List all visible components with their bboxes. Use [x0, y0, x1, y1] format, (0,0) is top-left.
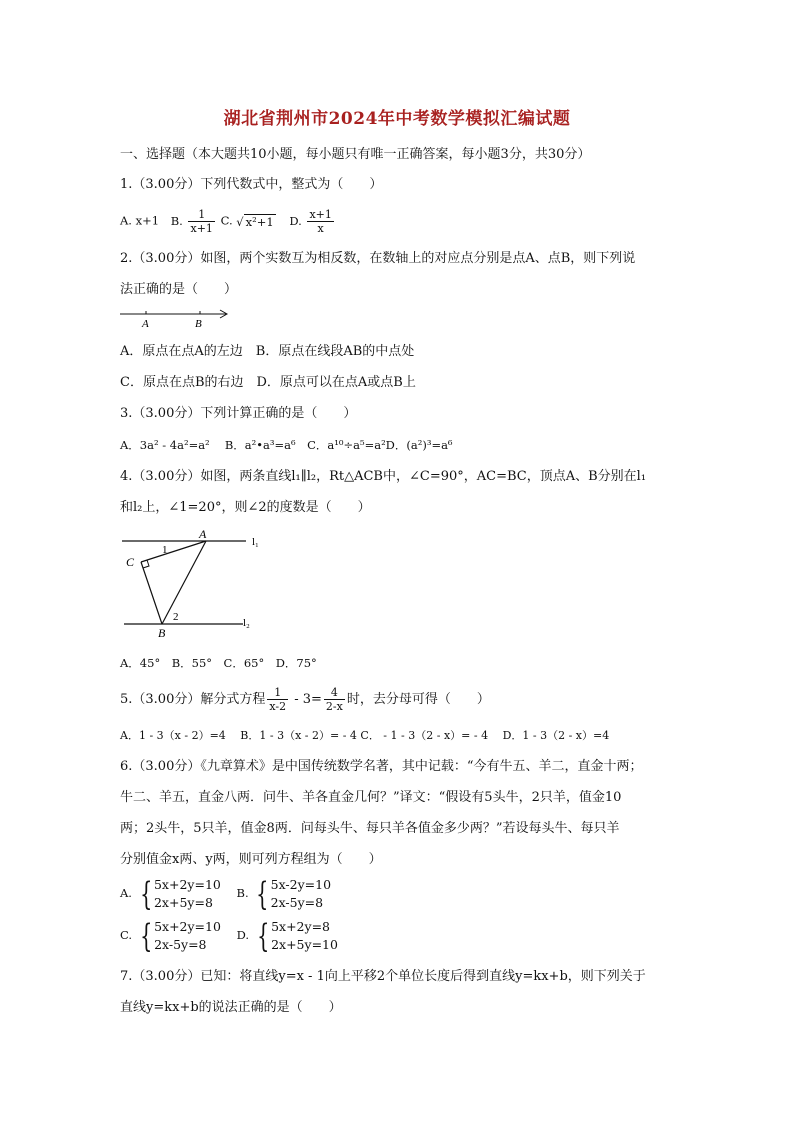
question-2-options-cd: C．原点在点B的右边 D．原点可以在点A或点B上	[120, 375, 416, 390]
question-4-stem-line1: 4.（3.00分）如图，两条直线l₁∥l₂，Rt△ACB中，∠C=90°，AC=BC，顶点A、B分别在l₁	[120, 469, 647, 484]
fraction-1	[267, 686, 288, 713]
brace-icon: {	[256, 875, 269, 913]
question-1-stem: 1.（3.00分）下列代数式中，整式为（ ）	[120, 177, 383, 192]
option-c-label: C.	[220, 213, 233, 228]
angle-1-label: 1	[162, 544, 168, 556]
question-5-stem-mid: - 3=	[290, 692, 322, 707]
fraction-denominator: x	[307, 221, 333, 235]
equation: 5x+2y=10	[153, 877, 221, 892]
equation-system-c	[154, 918, 221, 954]
equation: 5x+2y=10	[154, 919, 221, 934]
equation-system-a	[154, 876, 221, 912]
equation: 2x+5y=10	[271, 937, 338, 952]
fraction-numerator: 1	[274, 686, 282, 699]
question-5-options: A．1 - 3（x - 2）=4 B．1 - 3（x - 2）= - 4 C． - 1 - 3（2 - x）= - 4 D．1 - 3（2 - x）=4	[120, 729, 610, 742]
question-7-line2: 直线y=kx+b的说法正确的是（ ）	[120, 1000, 342, 1015]
option-c-label: C.	[120, 928, 133, 942]
option-a: A. x+1	[120, 213, 160, 228]
fraction-numerator: 1	[198, 208, 206, 221]
question-6-line3: 两；2头牛，5只羊，值金8两．问每头牛、每只羊各值金多少两？”若设每头牛、每只羊	[120, 821, 620, 836]
fraction-denominator: 2-x	[325, 700, 343, 713]
vertex-a-label: A	[199, 527, 207, 541]
question-5-stem-pre: 5.（3.00分）解分式方程	[120, 692, 266, 707]
section-heading: 一、选择题（本大题共10小题，每小题只有唯一正确答案，每小题3分，共30分）	[120, 147, 591, 162]
question-4-stem-line2: 和l₂上，∠1=20°，则∠2的度数是（ ）	[120, 500, 371, 515]
equation-system-d	[271, 918, 338, 954]
question-6-options-ab	[120, 876, 331, 912]
line-l2-label: l₂	[243, 617, 250, 629]
fraction-denominator: x-2	[269, 700, 287, 713]
vertex-b-label: B	[158, 626, 166, 640]
number-line-figure	[118, 306, 233, 330]
option-b-label: B.	[170, 213, 183, 228]
equation-system-b	[271, 876, 331, 912]
page-title: 湖北省荆州市2024年中考数学模拟汇编试题	[223, 109, 571, 129]
question-5-stem-post: 时，去分母可得（ ）	[346, 692, 490, 707]
point-a-label: A	[142, 318, 149, 330]
option-d-fraction	[307, 208, 333, 235]
question-2-stem-line2: 法正确的是（ ）	[120, 282, 238, 297]
question-6-line1: 6.（3.00分）《九章算术》是中国传统数学名著，其中记载：“今有牛五、羊二，直金十两；	[120, 759, 643, 774]
equation: 2x-5y=8	[270, 895, 324, 910]
vertex-c-label: C	[126, 555, 135, 569]
question-2-options-ab: A．原点在点A的左边 B．原点在线段AB的中点处	[120, 344, 415, 359]
option-c-sqrt: √ x²+1	[236, 214, 274, 229]
brace-icon: {	[256, 917, 270, 955]
question-3-options: A．3a² - 4a²=a² B．a²•a³=a⁶ C．a¹⁰÷a⁵=a²D．(a²)³=a⁶	[120, 438, 453, 452]
brace-icon: {	[139, 917, 152, 955]
question-4-options: A．45° B．55° C．65° D．75°	[120, 656, 317, 670]
question-5-stem	[120, 686, 490, 713]
option-a-label: A.	[120, 886, 132, 900]
equation: 2x-5y=8	[154, 937, 207, 952]
fraction-numerator: 4	[330, 686, 338, 699]
point-b-label: B	[195, 318, 202, 330]
fraction-2	[324, 686, 345, 713]
question-2-stem-line1: 2.（3.00分）如图，两个实数互为相反数，在数轴上的对应点分别是点A、点B，则下列说	[120, 251, 636, 266]
angle-2-label: 2	[173, 611, 179, 623]
triangle-figure	[118, 524, 268, 642]
question-6-options-cd	[120, 918, 338, 954]
question-6-line2: 牛二、羊五，直金八两．问牛、羊各直金几何？”译文：“假设有5头牛，2只羊，值金10	[120, 790, 622, 805]
question-7-line1: 7.（3.00分）已知：将直线y=x - 1向上平移2个单位长度后得到直线y=kx+b，则下列关于	[120, 969, 646, 984]
equation: 2x+5y=8	[153, 895, 213, 910]
fraction-denominator: x+1	[190, 222, 213, 235]
option-d-label: D.	[289, 213, 302, 228]
option-b-label: B.	[236, 886, 249, 900]
line-l1-label: l₁	[252, 536, 259, 548]
question-6-line4: 分别值金x两、y两，则可列方程组为（ ）	[120, 852, 382, 867]
option-b-fraction	[188, 208, 214, 235]
question-3-stem: 3.（3.00分）下列计算正确的是（ ）	[120, 406, 357, 421]
radicand: x²+1	[245, 214, 274, 229]
equation: 5x-2y=10	[270, 877, 332, 892]
brace-icon: {	[139, 875, 152, 913]
fraction-numerator: x+1	[309, 208, 332, 221]
equation: 5x+2y=8	[271, 919, 330, 934]
question-1-options	[120, 208, 336, 235]
option-d-label: D.	[236, 928, 250, 942]
